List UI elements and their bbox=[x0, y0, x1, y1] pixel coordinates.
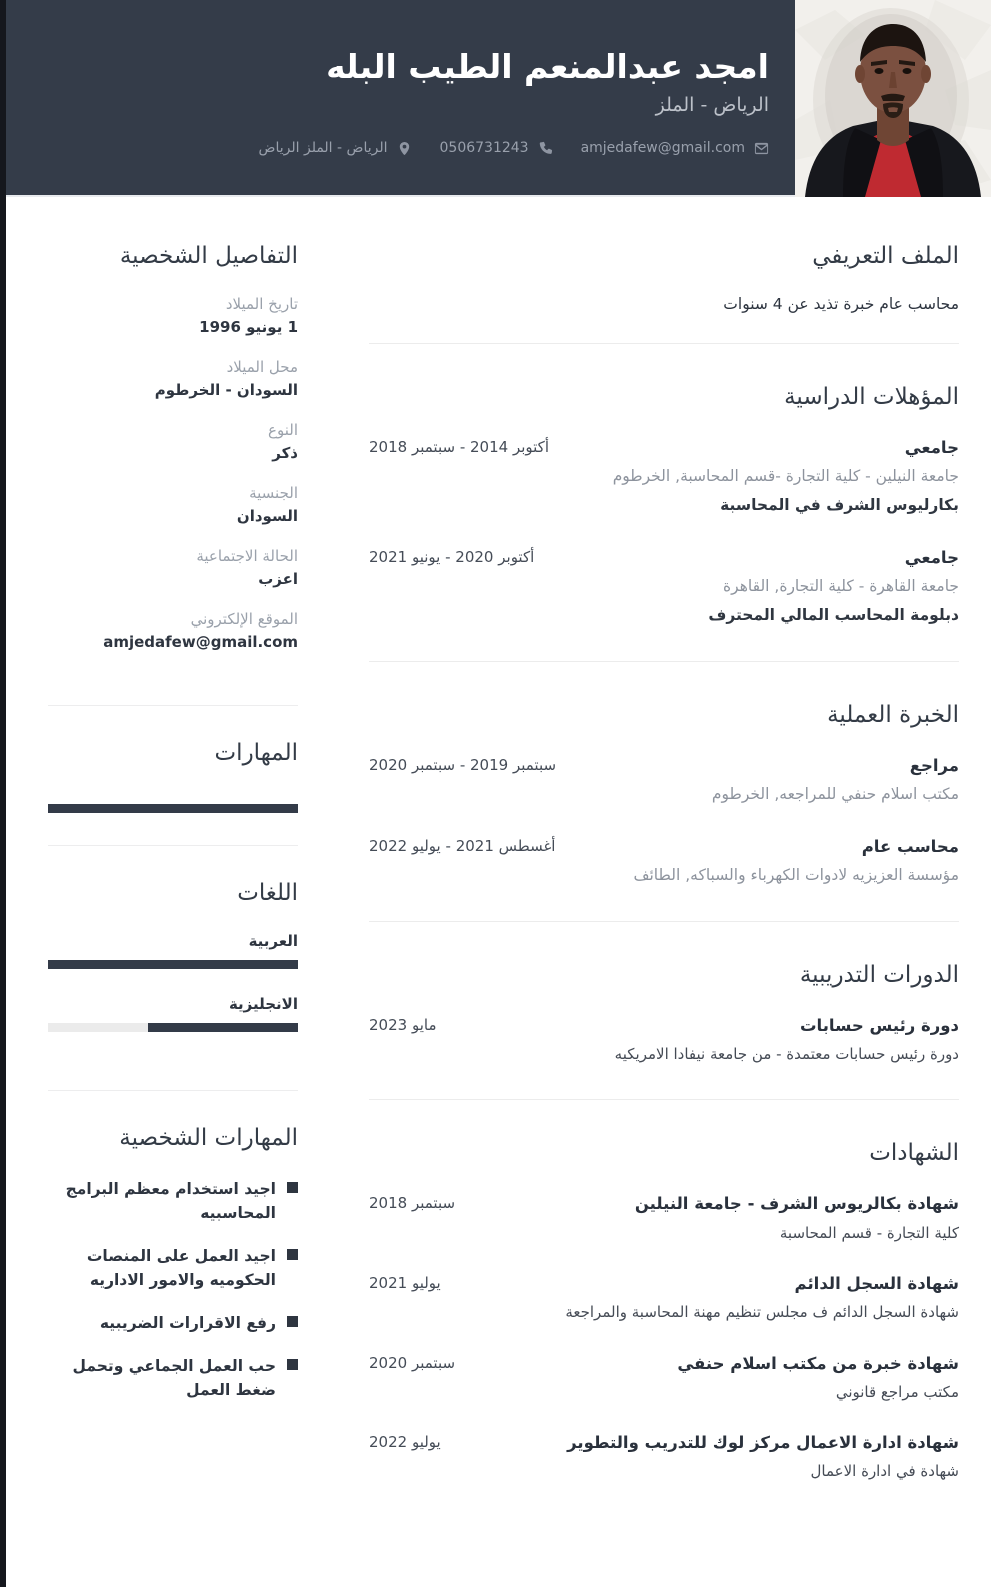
bullet-square-icon bbox=[287, 1316, 298, 1327]
section-title-profile: الملف التعريفي bbox=[812, 243, 959, 269]
list-item: اجيد العمل على المنصات الحكوميه والامور الاداريه bbox=[48, 1244, 298, 1292]
detail-item-website: الموقع الإلكتروني amjedafew@gmail.com bbox=[103, 610, 298, 651]
experience-entry bbox=[369, 754, 959, 806]
section-title-courses: الدورات التدريبية bbox=[799, 961, 959, 988]
sidebar-title-personal-skills: المهارات الشخصية bbox=[119, 1125, 298, 1151]
education-degree: جامعي bbox=[904, 438, 959, 457]
sidebar-title-skills: المهارات bbox=[214, 740, 298, 766]
detail-item-nationality: الجنسية السودان bbox=[236, 484, 298, 525]
certificate-name: شهادة خبرة من مكتب اسلام حنفي bbox=[677, 1353, 959, 1373]
list-item: اجيد استخدام معظم البرامج المحاسبيه bbox=[48, 1177, 298, 1225]
detail-item-birthdate: تاريخ الميلاد 1 يونيو 1996 bbox=[199, 295, 298, 336]
contact-location-text: الرياض - الملز الرياض bbox=[258, 140, 388, 157]
education-school: جامعة القاهرة - كلية التجارة, القاهرة bbox=[723, 576, 959, 595]
education-detail: دبلومة المحاسب المالي المحترف bbox=[708, 605, 959, 624]
education-school: جامعة النيلين - كلية التجارة -قسم المحاسبة, الخرطوم bbox=[612, 467, 959, 486]
envelope-icon bbox=[754, 141, 769, 156]
experience-date: سبتمبر 2019 - سبتمبر 2020 bbox=[369, 756, 557, 775]
map-pin-icon bbox=[397, 141, 412, 156]
certificate-detail: كلية التجارة - قسم المحاسبة bbox=[779, 1223, 959, 1242]
sidebar bbox=[0, 197, 339, 1587]
detail-item-gender: النوع ذكر bbox=[268, 421, 298, 462]
education-date: أكتوبر 2020 - يونيو 2021 bbox=[369, 547, 535, 566]
certificate-entry bbox=[369, 1192, 959, 1244]
contact-phone bbox=[440, 140, 553, 156]
personal-details-block bbox=[48, 243, 298, 683]
experience-role: مراجع bbox=[909, 756, 959, 776]
experience-company: مكتب اسلام حنفي للمراجعه, الخرطوم bbox=[711, 785, 959, 804]
bullet-square-icon bbox=[287, 1359, 298, 1370]
sidebar-title-personal-details: التفاصيل الشخصية bbox=[119, 243, 298, 269]
detail-item-marital-status: الحالة الاجتماعية اعزب bbox=[196, 547, 298, 588]
sidebar-divider bbox=[48, 1090, 298, 1091]
language-item-arabic: العربية bbox=[48, 932, 298, 969]
experience-date: أغسطس 2021 - يوليو 2022 bbox=[369, 836, 556, 855]
sidebar-divider bbox=[48, 705, 298, 706]
certificate-date: يوليو 2022 bbox=[369, 1433, 441, 1452]
certificate-entry bbox=[369, 1272, 959, 1324]
list-item: رفع الاقرارات الضريبيه bbox=[48, 1311, 298, 1335]
left-edge-strip bbox=[0, 0, 6, 1587]
section-experience bbox=[369, 702, 959, 922]
section-title-experience: الخبرة العملية bbox=[827, 702, 959, 729]
personal-skills-list bbox=[48, 1177, 298, 1402]
detail-item-birthplace: محل الميلاد السودان - الخرطوم bbox=[154, 358, 298, 399]
section-title-education: المؤهلات الدراسية bbox=[784, 384, 959, 410]
cv-header bbox=[0, 0, 991, 197]
page-title: امجد عبدالمنعم الطيب البله bbox=[326, 46, 769, 86]
education-date: أكتوبر 2014 - سبتمبر 2018 bbox=[369, 438, 549, 456]
certificate-detail: شهادة السجل الدائم ف مجلس تنظيم مهنة المحاسبة والمراجعة bbox=[565, 1303, 959, 1322]
bullet-square-icon bbox=[287, 1182, 298, 1193]
certificate-entry bbox=[369, 1431, 959, 1483]
section-courses bbox=[369, 962, 959, 1101]
certificate-detail: شهادة في ادارة الاعمال bbox=[810, 1462, 959, 1481]
header-text-block bbox=[0, 0, 795, 195]
certificate-date: يوليو 2021 bbox=[369, 1274, 441, 1293]
certificate-detail: مكتب مراجع قانوني bbox=[835, 1382, 959, 1401]
sidebar-title-languages: اللغات bbox=[237, 880, 298, 906]
bullet-square-icon bbox=[287, 1249, 298, 1260]
skill-bar bbox=[48, 804, 298, 813]
skills-block bbox=[48, 740, 298, 823]
contact-phone-text: 0506731243 bbox=[439, 140, 529, 157]
experience-company: مؤسسة العزيزيه لادوات الكهرباء والسباكه, الطائف bbox=[633, 865, 959, 884]
experience-role: محاسب عام bbox=[861, 836, 959, 856]
experience-entry bbox=[369, 835, 959, 887]
section-certificates bbox=[369, 1140, 959, 1516]
contact-location bbox=[259, 140, 412, 156]
language-bar-arabic bbox=[48, 960, 298, 969]
main-column bbox=[339, 197, 991, 1587]
course-detail: دورة رئيس حسابات معتمدة - من جامعة نيفادا الامريكيه bbox=[614, 1044, 959, 1063]
languages-block bbox=[48, 880, 298, 1068]
profile-text: محاسب عام خبرة تذيد عن 4 سنوات bbox=[723, 295, 959, 313]
header-subtitle: الرياض - الملز bbox=[655, 94, 769, 117]
section-title-certificates: الشهادات bbox=[869, 1140, 959, 1167]
certificate-name: شهادة ادارة الاعمال مركز لوك للتدريب والتطوير bbox=[567, 1433, 959, 1453]
profile-photo-illustration bbox=[795, 0, 991, 197]
certificate-date: سبتمبر 2018 bbox=[369, 1194, 456, 1213]
contact-email bbox=[581, 140, 769, 156]
phone-icon bbox=[538, 141, 553, 156]
education-entry bbox=[369, 546, 959, 628]
language-bar-english bbox=[48, 1023, 298, 1032]
education-entry bbox=[369, 436, 959, 518]
education-degree: جامعي bbox=[904, 547, 959, 567]
list-item: حب العمل الجماعي وتحمل ضغط العمل bbox=[48, 1354, 298, 1402]
certificate-date: سبتمبر 2020 bbox=[369, 1353, 456, 1372]
section-education bbox=[369, 384, 959, 662]
course-name: دورة رئيس حسابات bbox=[799, 1015, 959, 1035]
certificate-entry bbox=[369, 1352, 959, 1404]
language-item-english: الانجليزية bbox=[48, 995, 298, 1032]
certificate-name: شهادة السجل الدائم bbox=[794, 1274, 959, 1294]
section-profile bbox=[369, 243, 959, 344]
certificate-name: شهادة بكالريوس الشرف - جامعة النيلين bbox=[634, 1194, 959, 1214]
sidebar-divider bbox=[48, 845, 298, 846]
content-area bbox=[0, 197, 991, 1587]
education-detail: بكارليوس الشرف في المحاسبة bbox=[720, 496, 959, 515]
personal-skills-block bbox=[48, 1125, 298, 1431]
contact-email-text: amjedafew@gmail.com bbox=[580, 140, 745, 157]
contact-row bbox=[259, 140, 769, 156]
course-entry bbox=[369, 1014, 959, 1066]
course-date: مايو 2023 bbox=[369, 1015, 437, 1034]
profile-photo bbox=[795, 0, 991, 197]
